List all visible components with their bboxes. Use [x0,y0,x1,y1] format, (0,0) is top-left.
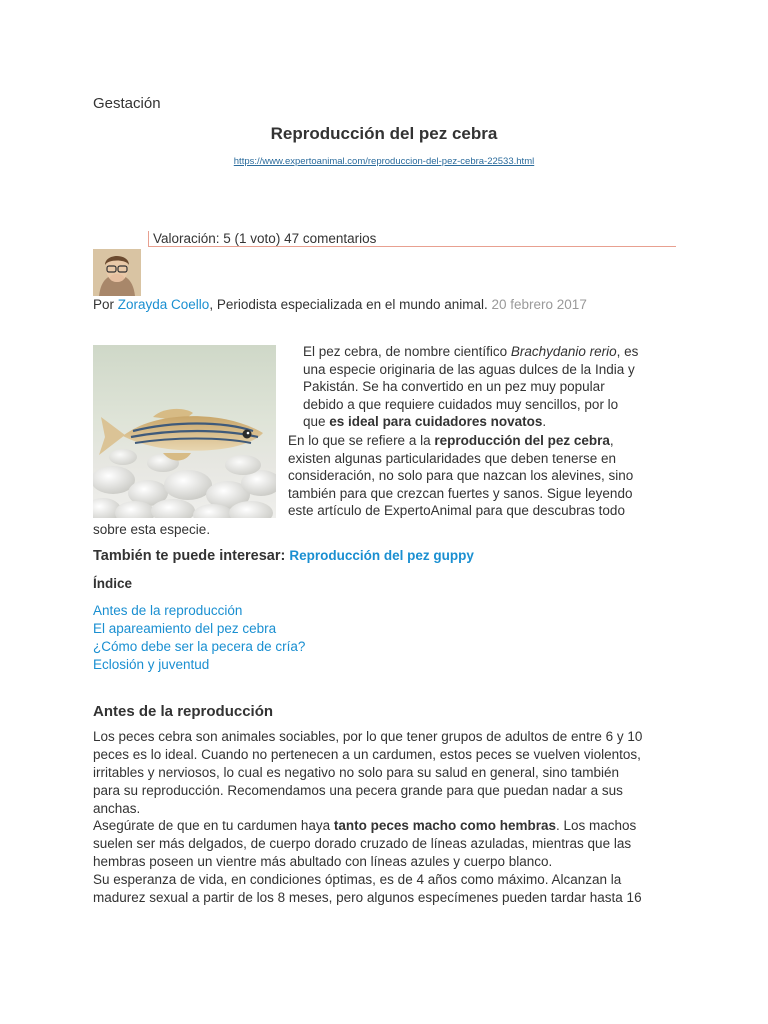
also-interest: También te puede interesar: Reproducción del pez guppy [93,548,474,564]
paragraph-line: también para que crezcan fuertes y sanos. Sigue leyendo [288,485,633,501]
paragraph-line: anchas. [93,801,141,816]
toc-link[interactable]: El apareamiento del pez cebra [93,621,277,636]
toc-link[interactable]: Eclosión y juventud [93,657,210,672]
publish-date: 20 febrero 2017 [491,297,587,312]
page-title: Reproducción del pez cebra [270,124,498,143]
source-url-link[interactable]: https://www.expertoanimal.com/reproduccion-del-pez-cebra-22533.html [233,156,535,167]
scientific-name: Brachydanio rerio [510,344,617,359]
paragraph-line: Su esperanza de vida, en condiciones óptimas, es de 4 años como máximo. Alcanzan la [93,872,622,887]
author-avatar [93,249,141,296]
intro-line: Pakistán. Se ha convertido en un pez muy popular [303,379,605,394]
section-heading: Antes de la reproducción [93,703,274,720]
intro-line: que es ideal para cuidadores novatos. [303,414,547,429]
toc-link[interactable]: Antes de la reproducción [93,603,243,618]
intro-line: una especie originaria de las aguas dulces de la India y [303,361,635,377]
author-role: , Periodista especializada en el mundo animal. [209,297,488,312]
byline [93,297,587,312]
paragraph-line: Asegúrate de que en tu cardumen haya tanto peces macho como hembras. Los machos [93,818,637,833]
paragraph-line: consideración, no solo para que nazcan los alevines, sino [288,468,634,483]
rating-text: Valoración: 5 (1 voto) 47 comentarios [153,231,377,246]
paragraph-line: este artículo de ExpertoAnimal para que descubras todo [288,503,625,518]
paragraph-line: Los peces cebra son animales sociables, por lo que tener grupos de adultos de entre 6 y 10 [93,729,643,744]
byline-prefix: Por [93,297,118,312]
author-link[interactable]: Zorayda Coello [117,297,210,312]
paragraph-line: En lo que se refiere a la reproducción del pez cebra, [288,433,614,448]
index-title: Índice [93,576,133,591]
paragraph-line: peces es lo ideal. Cuando no pertenecen a un cardumen, estos peces se vuelven violentos, [93,747,641,762]
paragraph-line: suelen ser más delgados, de cuerpo dorado cruzado de líneas azuladas, mientras que las [93,836,632,851]
paragraph-line: para su reproducción. Recomendamos una pecera grande para que puedan nadar a sus [93,783,623,798]
intro-line: El pez cebra, de nombre científico Brachydanio rerio, es [303,344,639,359]
related-article-link[interactable]: Reproducción del pez guppy [289,548,474,563]
paragraph-line: irritables y nerviosos, lo cual es negativo no solo para su salud en general, sino también [93,765,620,780]
toc-link[interactable]: ¿Cómo debe ser la pecera de cría? [93,639,306,654]
paragraph-line: hembras poseen un vientre más abultado con líneas azules y cuerpo blanco. [93,854,553,869]
paragraph-line: existen algunas particularidades que deben tenerse en [288,450,616,466]
paragraph-line: sobre esta especie. [93,522,211,537]
zebrafish-photo [93,345,276,518]
section-label: Gestación [93,95,161,112]
paragraph-line: madurez sexual a partir de los 8 meses, pero algunos especímenes pueden tardar hasta 16 [93,890,642,905]
intro-line: debido a que requiere cuidados muy sencillos, por lo [303,396,619,412]
